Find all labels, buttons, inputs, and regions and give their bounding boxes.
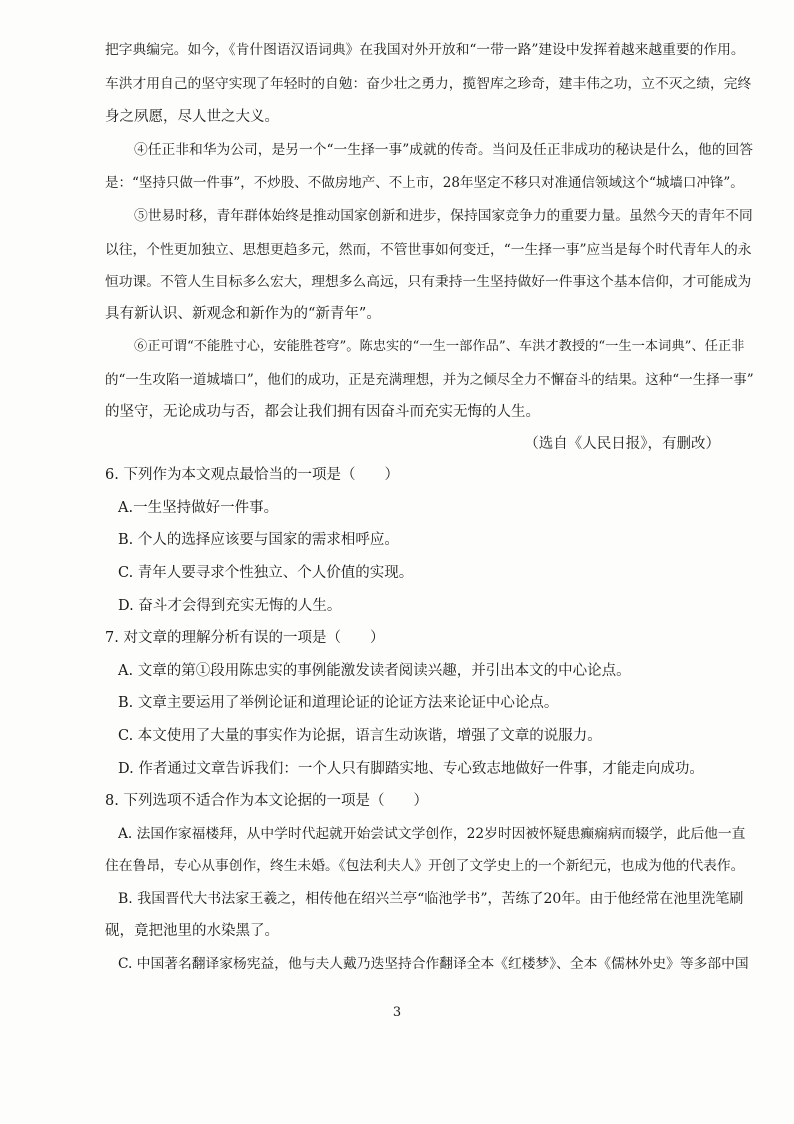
paragraph-5-start: ⑤世易时移，青年群体始终是推动国家创新和进步，保持国家竞争力的重要力量。虽然今天的青年不同	[134, 208, 753, 224]
passage-line: 是：“坚持只做一件事”，不炒股、不做房地产、不上市，28年坚定不移只对准通信领域这个“城墙口冲锋”。	[105, 175, 744, 191]
question-7-stem: 7. 对文章的理解分析有误的一项是（ ）	[105, 630, 385, 646]
question-6-option-d: D. 奋斗才会得到充实无悔的人生。	[118, 598, 342, 614]
question-7-option-c: C. 本文使用了大量的事实作为论据，语言生动诙谐，增强了文章的说服力。	[118, 728, 602, 744]
question-8-option-b: B. 我国晋代大书法家王羲之，相传他在绍兴兰亭“临池学书”，苦练了20年。由于他经常在池里洗笔刷	[118, 891, 744, 907]
question-8-option-a: A. 法国作家福楼拜，从中学时代起就开始尝试文学创作，22岁时因被怀疑患癫痫病而辍学，此后他一直	[118, 826, 746, 842]
passage-line: 恒功课。不管人生目标多么宏大，理想多么高远，只有秉持一生坚持做好一件事这个基本信仰，才可能成为	[105, 274, 752, 290]
passage-line: 的“一生攻陷一道城墙口”，他们的成功，正是充满理想，并为之倾尽全力不懈奋斗的结果。这种“一生择一事”	[105, 372, 754, 388]
question-6-option-c: C. 青年人要寻求个性独立、个人价值的实现。	[118, 565, 414, 581]
question-6-stem: 6. 下列作为本文观点最恰当的一项是（ ）	[105, 467, 399, 483]
passage-line: 具有新认识、新观念和新作为的“新青年”。	[105, 306, 381, 322]
question-7-option-d: D. 作者通过文章告诉我们：一个人只有脚踏实地、专心致志地做好一件事，才能走向成功。	[118, 761, 704, 777]
question-7-option-a: A. 文章的第①段用陈忠实的事例能激发读者阅读兴趣，并引出本文的中心论点。	[118, 663, 631, 679]
question-8-option-a-cont: 住在鲁昂，专心从事创作，终生未婚。《包法利夫人》开创了文学史上的一个新纪元，也成为他的代表作。	[105, 858, 745, 874]
passage-line: 把字典编完。如今，《肯什图语汉语词典》在我国对外开放和“一带一路”建设中发挥着越来越重要的作用。	[105, 42, 745, 58]
question-6-option-a: A.一生坚持做好一件事。	[118, 500, 279, 516]
question-6-option-b: B. 个人的选择应该要与国家的需求相呼应。	[118, 532, 399, 548]
source-citation: （选自《人民日报》，有删改）	[524, 436, 720, 452]
passage-line: 身之夙愿，尽人世之大义。	[105, 109, 279, 125]
question-8-option-b-cont: 砚，竟把池里的水染黑了。	[105, 923, 279, 939]
question-8-option-c: C. 中国著名翻译家杨宪益，他与夫人戴乃迭坚持合作翻译全本《红楼梦》、全本《儒林外史》等多部中国	[118, 956, 749, 972]
paragraph-6-start: ⑥正可谓“不能胜寸心，安能胜苍穹”。陈忠实的“一生一部作品”、车洪才教授的“一生一本词典”、任正非	[134, 339, 745, 354]
page-number: 3	[392, 1005, 402, 1020]
passage-line: 车洪才用自己的坚守实现了年轻时的自勉：奋少壮之勇力，揽智库之珍奇，建丰伟之功，立不灭之绩，完终	[105, 76, 752, 92]
question-7-option-b: B. 文章主要运用了举例论证和道理论证的论证方法来论证中心论点。	[118, 695, 559, 711]
passage-line: 以往，个性更加独立、思想更趋多元，然而，不管世事如何变迁，“一生择一事”应当是每个时代青年人的永	[105, 242, 752, 258]
question-8-stem: 8. 下列选项不适合作为本文论据的一项是（ ）	[105, 793, 428, 809]
passage-line: 的坚守，无论成功与否，都会让我们拥有因奋斗而充实无悔的人生。	[105, 404, 540, 420]
paragraph-4-start: ④任正非和华为公司，是另一个“一生择一事”成就的传奇。当问及任正非成功的秘诀是什么，他的回答	[134, 142, 754, 158]
